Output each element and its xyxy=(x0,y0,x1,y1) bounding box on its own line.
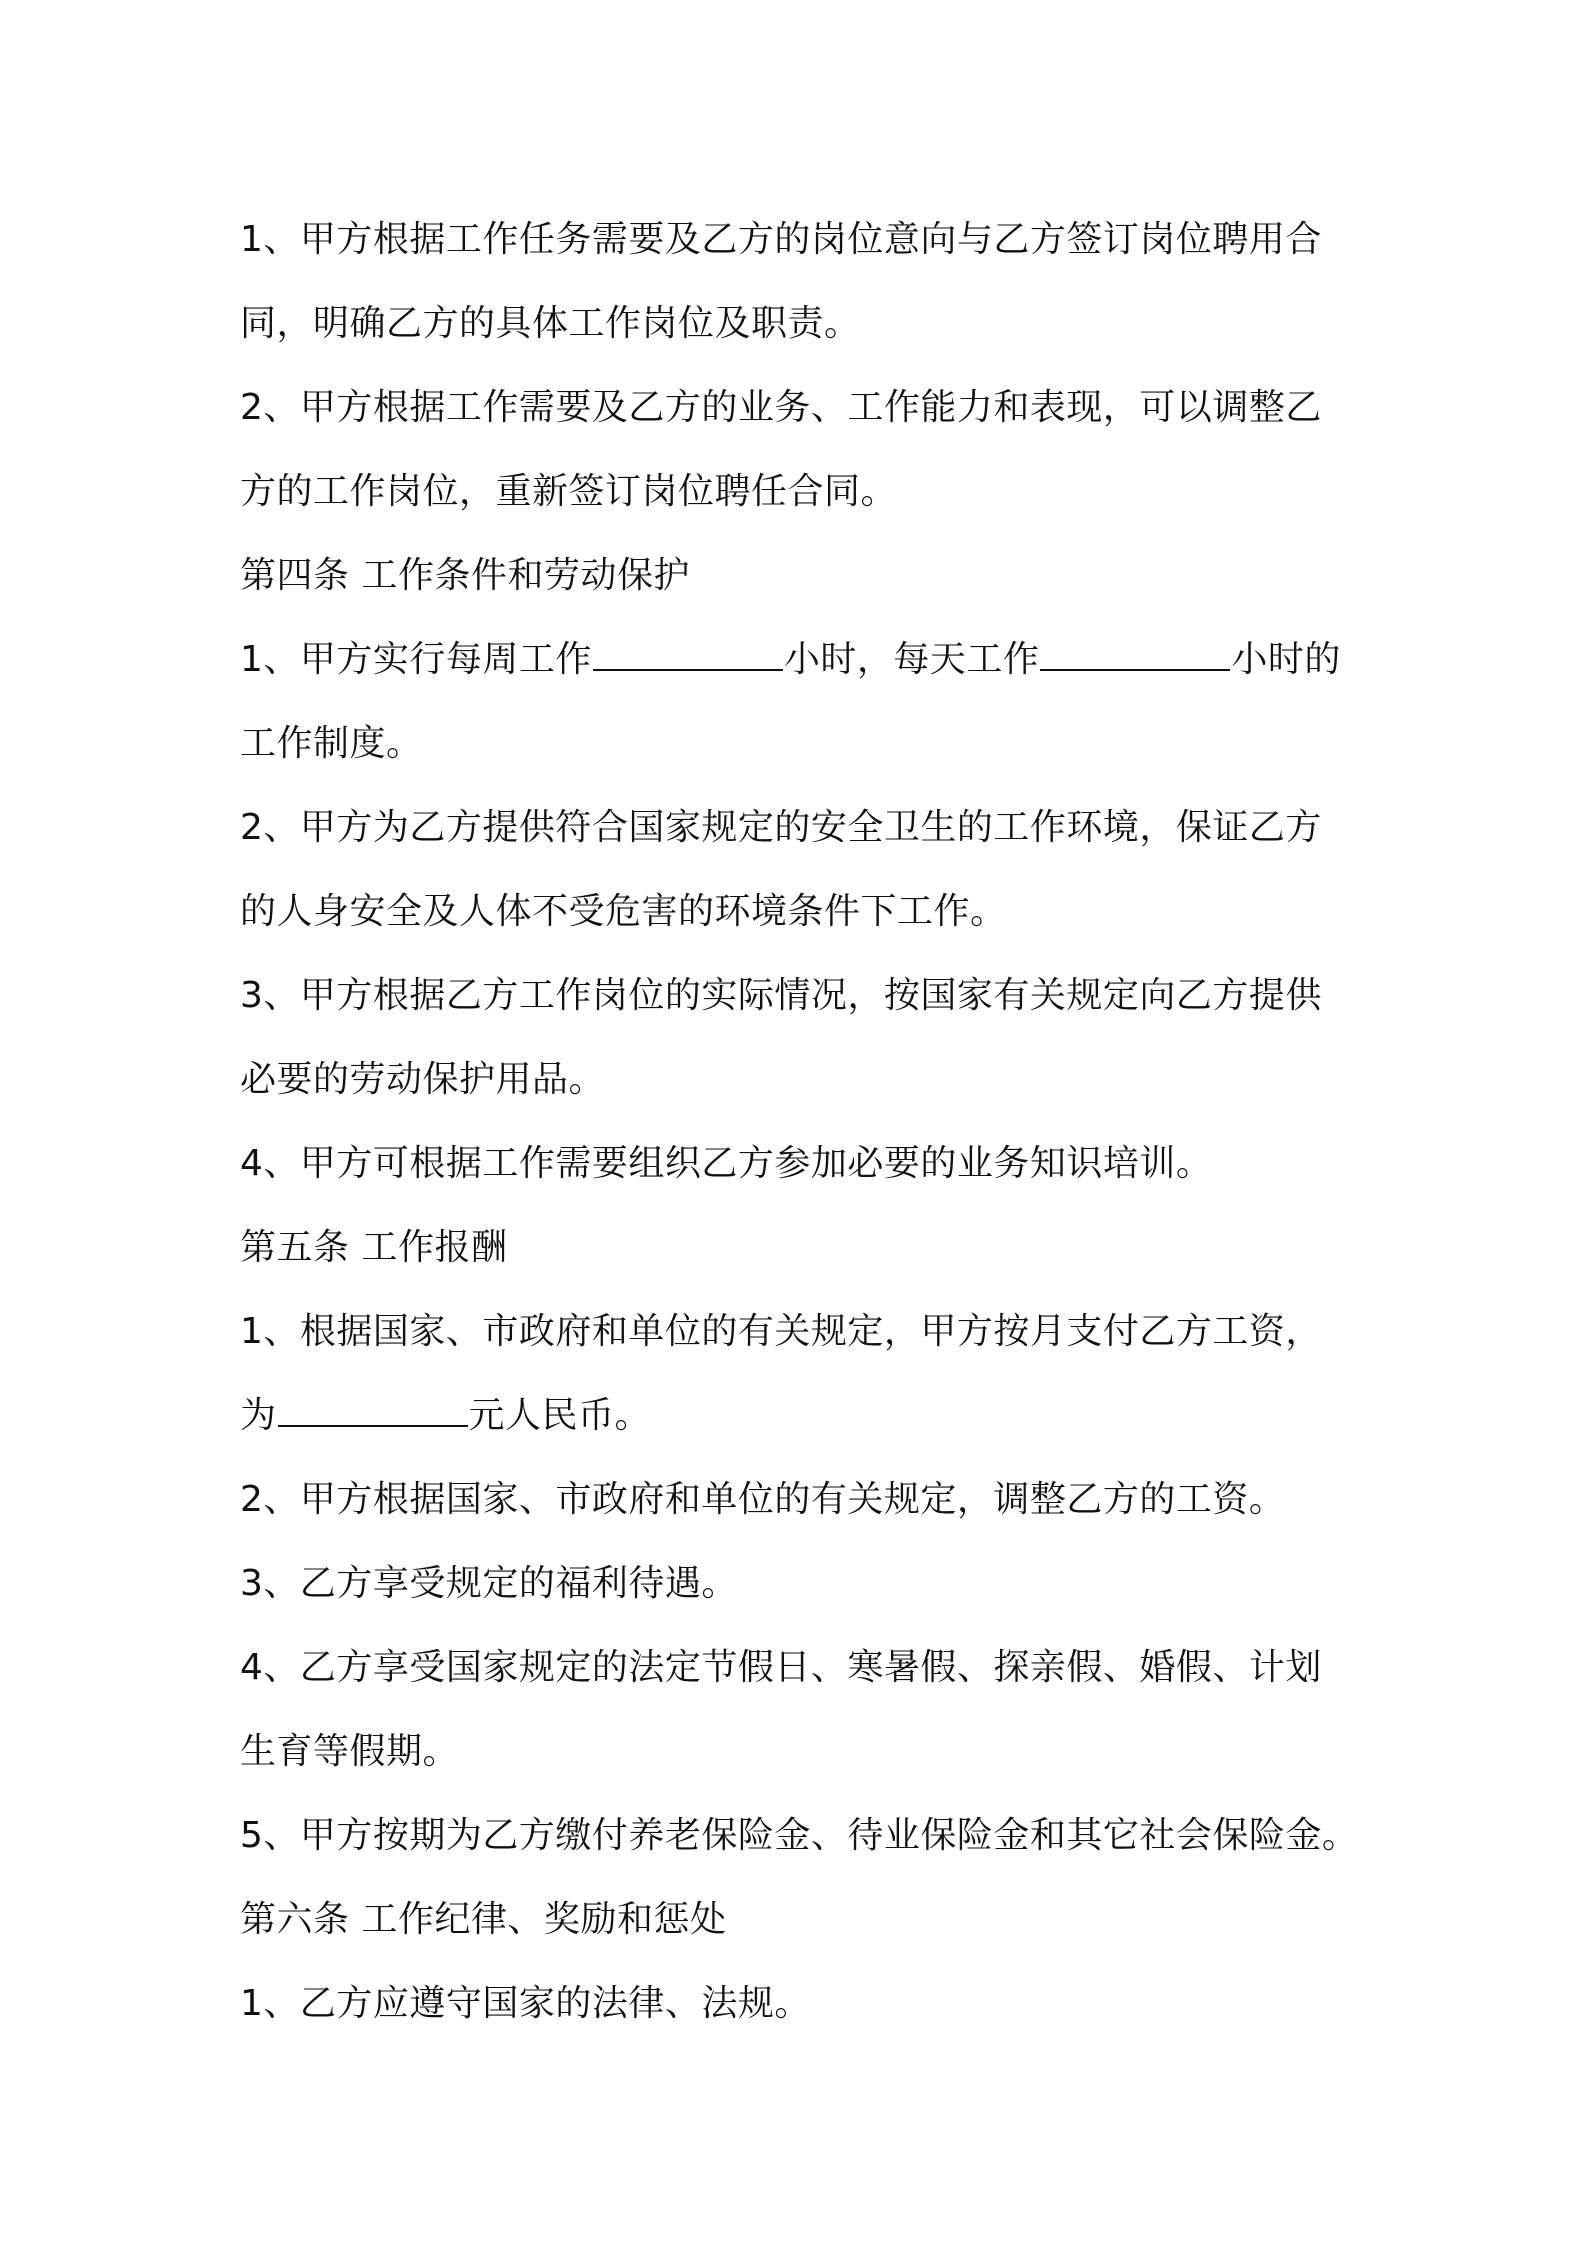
paragraph-line-with-blanks xyxy=(240,618,1360,702)
paragraph-line: 同，明确乙方的具体工作岗位及职责。 xyxy=(240,303,861,344)
paragraph-line: 3、乙方享受规定的福利待遇。 xyxy=(240,1563,738,1604)
section-heading: 第四条 工作条件和劳动保护 xyxy=(240,555,690,596)
paragraph-line: 1、甲方根据工作任务需要及乙方的岗位意向与乙方签订岗位聘用合 xyxy=(240,219,1322,260)
paragraph-line: 4、乙方享受国家规定的法定节假日、寒暑假、探亲假、婚假、计划 xyxy=(240,1647,1322,1688)
paragraph-line-with-blanks xyxy=(240,1374,1360,1458)
paragraph-line: 2、甲方根据工作需要及乙方的业务、工作能力和表现，可以调整乙 xyxy=(240,387,1322,428)
paragraph-line: 1、乙方应遵守国家的法律、法规。 xyxy=(240,1983,811,2024)
paragraph-line: 4、甲方可根据工作需要组织乙方参加必要的业务知识培训。 xyxy=(240,1143,1213,1184)
fill-in-blank-daily-hours xyxy=(1040,639,1230,671)
paragraph-line: 3、甲方根据乙方工作岗位的实际情况，按国家有关规定向乙方提供 xyxy=(240,975,1322,1016)
line-segment: 小时，每天工作 xyxy=(783,639,1040,680)
line-segment: 元人民币。 xyxy=(468,1395,652,1436)
paragraph-line: 生育等假期。 xyxy=(240,1731,460,1772)
section-heading: 第六条 工作纪律、奖励和惩处 xyxy=(240,1899,727,1940)
fill-in-blank-weekly-hours xyxy=(593,639,783,671)
paragraph-line: 的人身安全及人体不受危害的环境条件下工作。 xyxy=(240,891,1007,932)
paragraph-line: 必要的劳动保护用品。 xyxy=(240,1059,606,1100)
paragraph-line: 2、甲方为乙方提供符合国家规定的安全卫生的工作环境，保证乙方 xyxy=(240,807,1322,848)
paragraph-line: 方的工作岗位，重新签订岗位聘任合同。 xyxy=(240,471,898,512)
document-body xyxy=(240,198,1360,2046)
paragraph-line: 工作制度。 xyxy=(240,723,423,764)
paragraph-line: 1、根据国家、市政府和单位的有关规定，甲方按月支付乙方工资， xyxy=(240,1311,1322,1352)
section-heading: 第五条 工作报酬 xyxy=(240,1227,508,1268)
fill-in-blank-salary xyxy=(278,1395,468,1427)
line-segment: 1、甲方实行每周工作 xyxy=(240,639,592,680)
line-segment: 小时的 xyxy=(1231,639,1341,680)
line-segment: 为 xyxy=(240,1395,277,1436)
paragraph-line: 2、甲方根据国家、市政府和单位的有关规定，调整乙方的工资。 xyxy=(240,1479,1286,1520)
paragraph-line: 5、甲方按期为乙方缴付养老保险金、待业保险金和其它社会保险金。 xyxy=(240,1815,1359,1856)
